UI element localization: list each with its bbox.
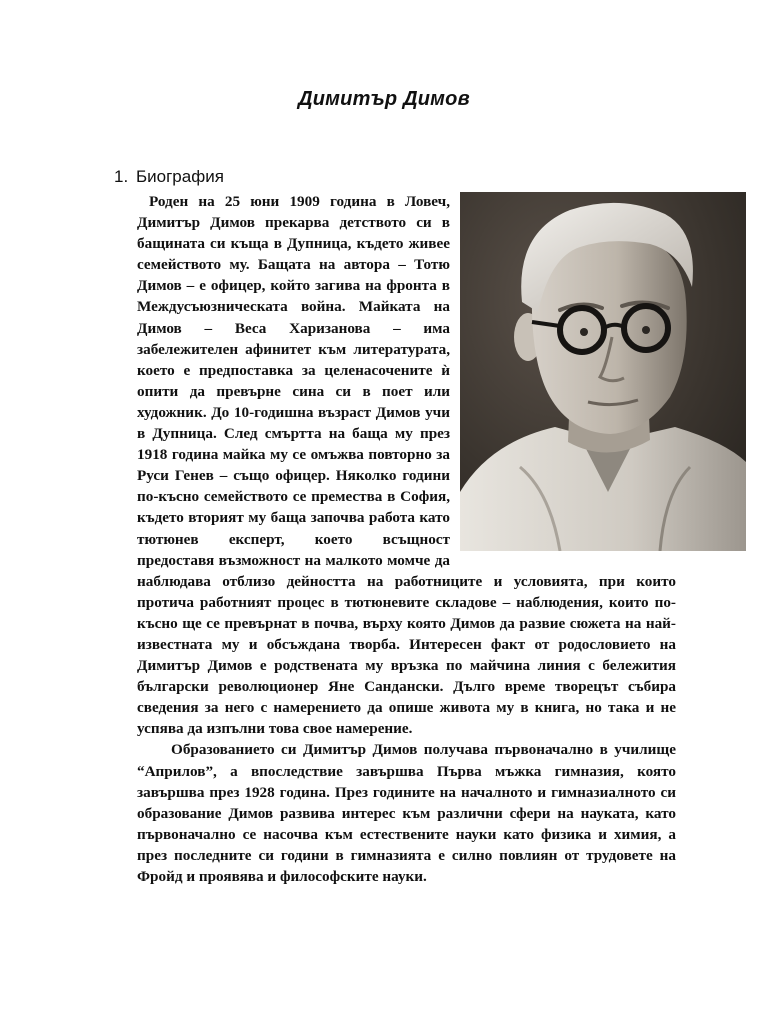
portrait-image: [460, 192, 746, 551]
document-title: Димитър Димов: [298, 88, 470, 110]
paragraph-2: Образованието си Димитър Димов получава първоначално в училище “Априлов”, а впоследствие завършва Първа мъжка гимназия, която завършва през 1928 година. През годините на началното и гимназиалното си образование Димов развива интерес към различни сфери на науката, като първоначално се насочва към естествените науки като физика и химия, а през последните си години в гимназията е силно повлиян от трудовете на Фройд и проявява и философските науки.: [137, 741, 676, 885]
portrait-photo: [460, 192, 746, 551]
section-heading: [114, 167, 224, 187]
section-number: 1.: [114, 167, 129, 186]
section-heading-text: Биография: [136, 167, 224, 186]
biography-text: [137, 191, 676, 887]
paragraph-1: Роден на 25 юни 1909 година в Ловеч, Димитър Димов прекарва детството си в бащината си къща в Дупница, където живее семейството му. Бащата на автора – Тотю Димов – е офицер, който загива на фронта в Междусъюзническата война. Майката на Димов – Веса Харизанова – има забележителен афинитет към литературата, което е предпоставка за целенасочените ѝ опити да превърне сина си в поет или художник. До 10-годишна възраст Димов учи в Дупница. След смъртта на баща му през 1918 година майка му се омъжва повторно за Руси Генев – също офицер. Няколко години по-късно семейството се премества в София, където вторият му баща започва работа като тютюнев експерт, което всъщност предоставя възможност на малкото момче да наблюдава отблизо дейността на работниците и условията, при които протича работният процес в тютюневите складове – наблюдения, които по-късно ще се превърнат в почва, върху която Димов да развие сюжета на най-известната му и обсъждана творба. Интересен факт от родословието на Димитър Димов е родствената му връзка по майчина линия с бележития български революционер Яне Сандански. Дълго време творецът събира сведения за него с намерението да опише живота му в книга, но така и не успява да изпълни това свое намерение.: [137, 193, 676, 738]
